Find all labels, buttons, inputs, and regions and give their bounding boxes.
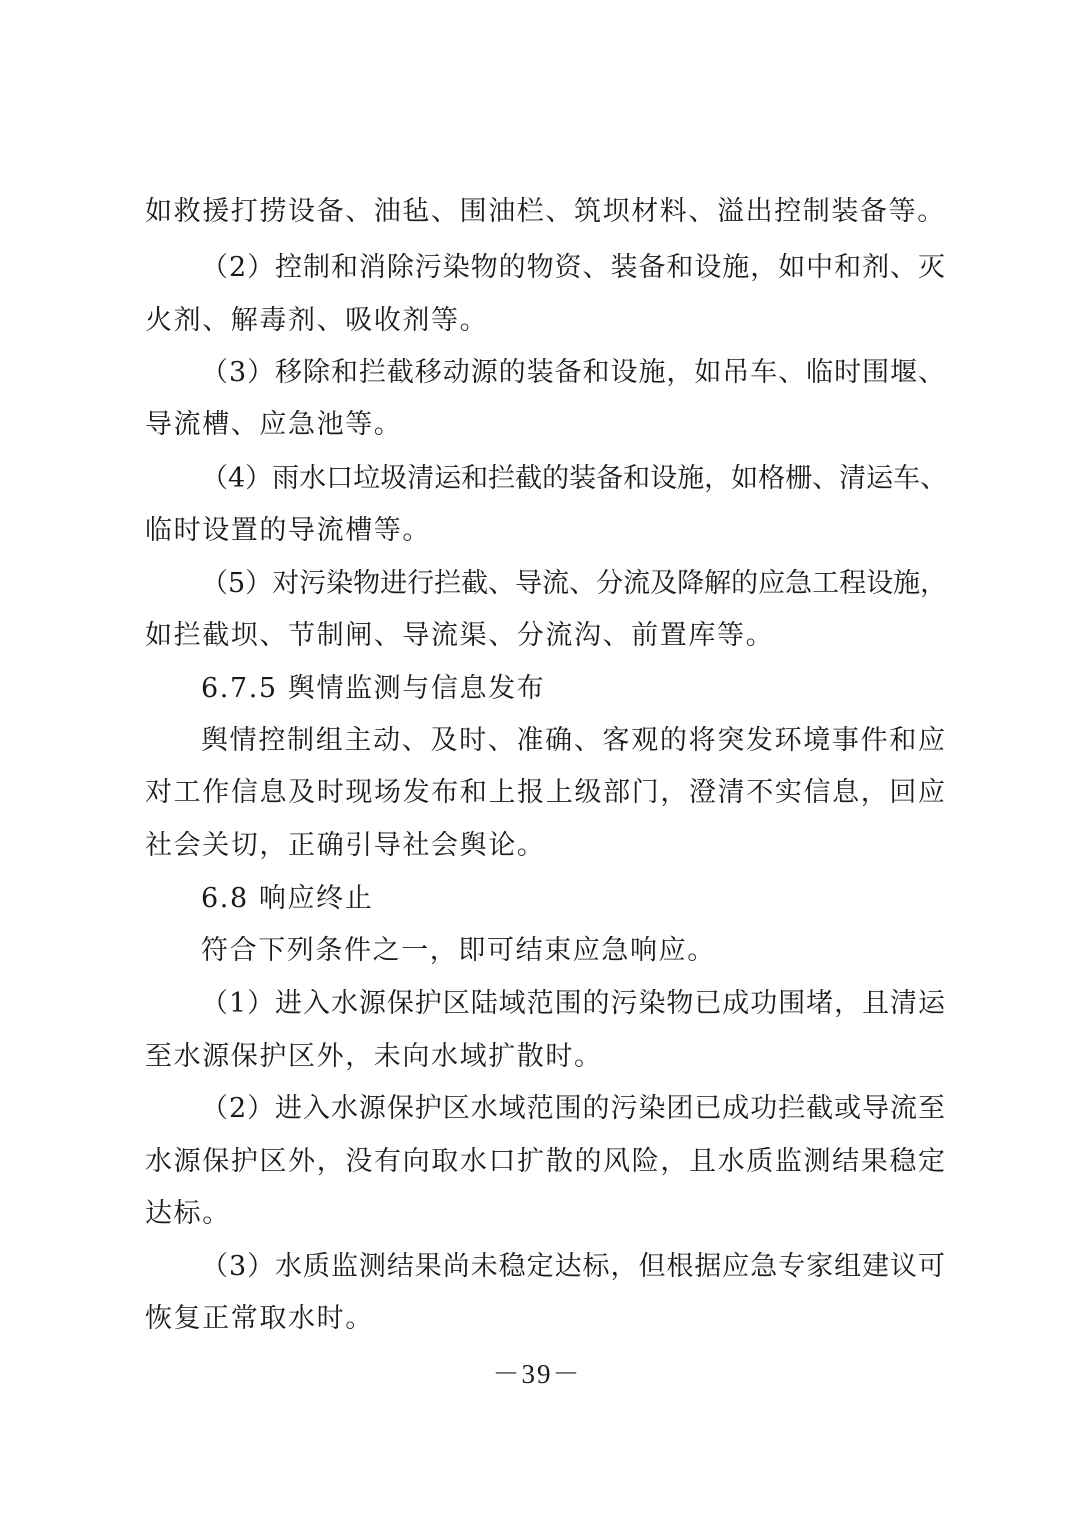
paragraph-line: 符合下列条件之一，即可结束应急响应。 bbox=[201, 935, 716, 966]
body-text-line: 如拦截坝、节制闸、导流渠、分流沟、前置库等。 bbox=[145, 620, 775, 651]
page-number: －39－ bbox=[492, 1359, 582, 1389]
paragraph-line: 舆情控制组主动、及时、准确、客观的将突发环境事件和应 bbox=[201, 725, 945, 756]
body-text-line: 如救援打捞设备、油毡、围油栏、筑坝材料、溢出控制装备等。 bbox=[145, 196, 946, 227]
paragraph-line: 对工作信息及时现场发布和上报上级部门，澄清不实信息，回应 bbox=[145, 777, 945, 808]
list-item-line: （5）对污染物进行拦截、导流、分流及降解的应急工程设施， bbox=[201, 568, 948, 599]
body-text-line: 临时设置的导流槽等。 bbox=[145, 515, 431, 546]
body-text-line: 至水源保护区外，未向水域扩散时。 bbox=[145, 1041, 603, 1072]
list-item-line: （3）移除和拦截移动源的装备和设施，如吊车、临时围堰、 bbox=[201, 357, 945, 388]
list-item-line: （3）水质监测结果尚未稳定达标，但根据应急专家组建议可 bbox=[201, 1251, 945, 1282]
paragraph-line: 水源保护区外，没有向取水口扩散的风险，且水质监测结果稳定 bbox=[145, 1146, 945, 1177]
section-heading: 6.8 响应终止 bbox=[201, 883, 374, 914]
body-text-line: 导流槽、应急池等。 bbox=[145, 409, 403, 440]
list-item-line: （2）进入水源保护区水域范围的污染团已成功拦截或导流至 bbox=[201, 1093, 945, 1124]
section-heading: 6.7.5 舆情监测与信息发布 bbox=[201, 673, 546, 704]
list-item-line: （2）控制和消除污染物的物资、装备和设施，如中和剂、灭 bbox=[201, 252, 945, 283]
list-item-line: （1）进入水源保护区陆域范围的污染物已成功围堵，且清运 bbox=[201, 988, 945, 1019]
body-text-line: 恢复正常取水时。 bbox=[145, 1303, 374, 1334]
list-item-line: （4）雨水口垃圾清运和拦截的装备和设施，如格栅、清运车、 bbox=[201, 463, 948, 494]
body-text-line: 火剂、解毒剂、吸收剂等。 bbox=[145, 305, 489, 336]
body-text-line: 社会关切，正确引导社会舆论。 bbox=[145, 830, 546, 861]
body-text-line: 达标。 bbox=[145, 1198, 231, 1229]
